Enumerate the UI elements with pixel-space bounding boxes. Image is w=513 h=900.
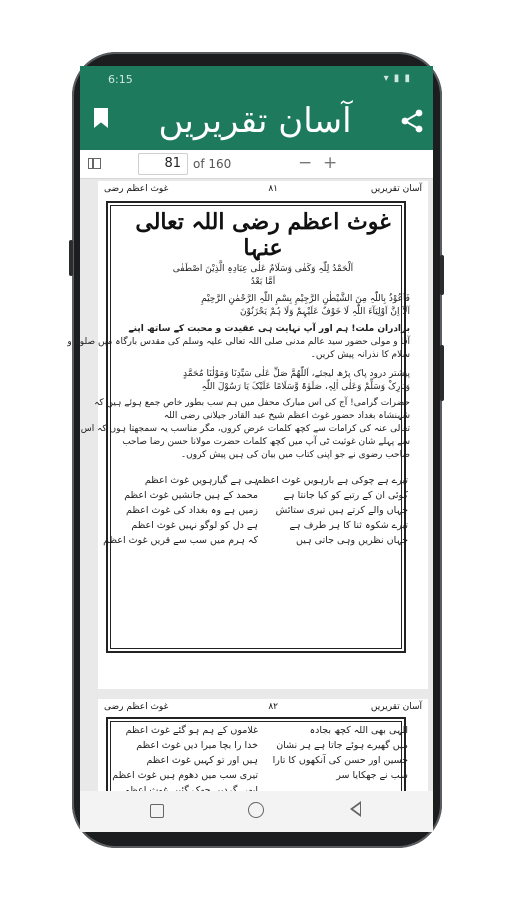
pdf-toolbar	[80, 150, 433, 179]
header-page-number: ۸۱	[268, 184, 278, 194]
header-book-title: آسان تقریریں	[370, 702, 422, 712]
text-line: اَلْحَمْدُ لِلّٰہِ وَکَفٰی وَسَلَامٌ عَلٰی عِبَادِہِ الَّذِیْنَ اصْطَفٰی	[172, 264, 354, 274]
page-header	[98, 181, 428, 199]
text-line: شہنشاہ بغداد حضور غوث اعظم شیخ عبد القادر جیلانی رضی اللہ	[163, 411, 410, 421]
text-line: پیشتر درود پاک پڑھ لیجئے، اَللّٰھُمَّ صَلِّ عَلٰی سَیِّدِنَا وَمَوْلٰنَا مُحَمَّدٍ	[183, 369, 410, 379]
text-line: فَاَعُوْذُ بِاللّٰہِ مِنَ الشَّیْطٰنِ الرَّجِیْمِ بِسْمِ اللّٰہِ الرَّحْمٰنِ الرَّحِیْمِ	[201, 294, 410, 304]
poem-line: جہاں نظریں وہی جاتی ہیں	[295, 535, 408, 546]
text-line: سے پہلے شان غوثیت ٹی آپ میں کچھ کلمات حضرت مولانا حسن رضا صاحب	[122, 437, 410, 447]
poem-column-left	[103, 473, 258, 548]
header-page-number: ۸۲	[268, 702, 278, 712]
sidebar-toggle-icon[interactable]	[88, 158, 101, 169]
header-book-title: آسان تقریریں	[370, 184, 422, 194]
page-total: of 160	[193, 157, 232, 171]
chapter-heading: غوث اعظم رضی اللہ تعالی عنہا	[135, 209, 391, 261]
pdf-page	[67, 181, 428, 689]
text-line: صاحب رضوی نے جو اپنی کتاب میں بیان کی ہیں پیش کروں۔	[180, 450, 410, 460]
status-time: 6:15	[108, 73, 133, 86]
text-line: حضرات گرامی! آج کی اس مبارک محفل میں ہم سب بطور خاص جمع ہوئے ہیں کہ	[94, 398, 410, 408]
bookmark-icon[interactable]	[94, 108, 108, 128]
text-line: وَبَارِکْ وَسَلِّمْ وَعَلٰی اٰلِہٖ، صَلَوٰۃً وَّسَلَامًا عَلَیْکَ یَا رَسُوْلَ اللّٰہِ	[201, 382, 410, 392]
page-header	[98, 699, 428, 717]
text-line: تعالی عنہ کی کرامات سے کچھ کلمات عرض کروں، مگر مناسب یہ سمجھتا ہوں کہ اس	[80, 424, 410, 434]
poem-line: کوئی ان کے رتبے کو کیا جانتا ہے	[283, 490, 408, 501]
phone-power-button	[440, 255, 444, 295]
pdf-viewer[interactable]	[67, 179, 433, 791]
poem-line: غلاموں کے ہم ہو گئے غوث اعظم	[125, 725, 258, 736]
app-title: آسان تقریریں	[158, 101, 352, 141]
text-line: اَمَّا بَعْدُ	[250, 277, 276, 287]
phone-volume-button	[440, 345, 444, 401]
poem-column-right	[256, 473, 408, 548]
poem-line: ہیں اور تو کہیں غوث اعظم	[146, 755, 258, 766]
text-line: برادران ملت! ہم اور آپ نہایت ہی عقیدت و محبت کے ساتھ اپنے	[128, 324, 410, 334]
page-number-input[interactable]: 81	[138, 153, 188, 175]
text-line: اَلَآ اِنَّ اَوْلِیَآءَ اللّٰہِ لَا خَوْفٌ عَلَیْہِمْ وَلَا ہُمْ یَحْزَنُوْنَ	[239, 307, 410, 317]
poem-line: سب نے جھکایا سر	[336, 770, 408, 781]
poem-line: میں گھیرے ہوئے جاتا ہے ہر نشان	[276, 740, 408, 751]
recents-icon[interactable]	[150, 804, 164, 818]
share-icon[interactable]	[399, 108, 425, 134]
status-bar	[80, 66, 433, 92]
poem-line: الہی بھی اللہ کچھ بجادہ	[309, 725, 408, 736]
poem-column-left	[112, 723, 258, 798]
poem-line: حسین اور حسن کی آنکھوں کا تارا	[272, 755, 408, 766]
poem-line: جہاں والے کرتے ہیں تیری ستائش	[275, 505, 408, 516]
text-line: آقا و مولی حضور سید عالم مدنی صلی اللہ تعالی علیہ وسلم کی مقدس بارگاہ میں صلوۃ و	[67, 337, 410, 347]
zoom-out-button[interactable]: −	[298, 153, 313, 173]
zoom-in-button[interactable]: +	[323, 153, 338, 173]
poem-line: تیرے ہے چوکی ہے بارہویں غوث اعظم	[256, 475, 408, 486]
poem-line: ہے دل کو لوگو نہیں غوث اعظم	[131, 520, 258, 531]
poem-column-right	[272, 723, 408, 783]
back-icon[interactable]	[350, 801, 361, 817]
android-nav-bar	[80, 791, 433, 832]
app-bar	[80, 92, 433, 150]
poem-line: ہی ہے گیارہویں غوث اعظم	[144, 475, 258, 486]
poem-line: محمد کے ہیں جانشیں غوث اعظم	[124, 490, 258, 501]
poem-line: زمیں ہے وہ بغداد کی غوث اعظم	[126, 505, 258, 516]
text-line: سلام کا نذرانہ پیش کریں۔	[310, 350, 410, 360]
poem-line: تیری سب میں دھوم ہیں غوث اعظم	[112, 770, 258, 781]
home-icon[interactable]	[248, 802, 264, 818]
header-chapter: غوث اعظم رضی	[104, 184, 169, 194]
phone-screen	[67, 66, 433, 832]
phone-side-button	[69, 240, 73, 276]
poem-line: خدا را بچا میرا دیں غوث اعظم	[136, 740, 258, 751]
status-icons: ▾ ▮ ▮	[383, 73, 411, 84]
poem-line: کہ ہرم میں سب سے قریں غوث اعظم	[103, 535, 258, 546]
header-chapter: غوث اعظم رضی	[104, 702, 169, 712]
poem-line: تیرے شکوہ ثنا کا ہر طرف ہے	[289, 520, 408, 531]
